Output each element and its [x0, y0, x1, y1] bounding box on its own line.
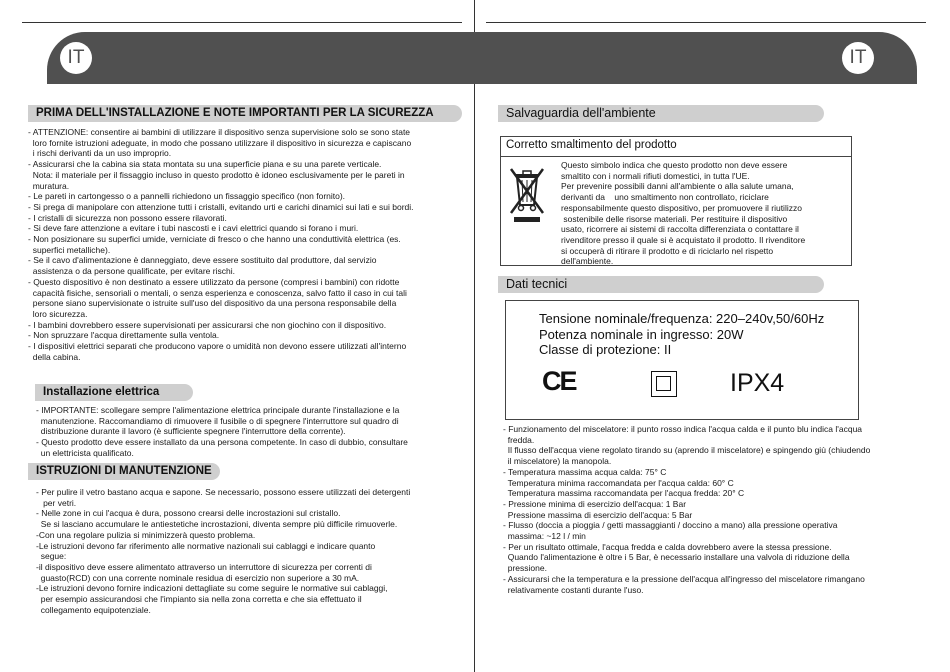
notes-line: Quando l'alimentazione è oltre i 5 Bar, è necessario installare una valvola di riduzione della — [503, 552, 850, 563]
notes-line: massima: ~12 l / min — [503, 531, 586, 542]
electrical-section-title: Installazione elettrica — [35, 384, 193, 401]
disposal-line: sostenibile delle risorse materiali. Per restituire il dispositivo — [561, 213, 788, 224]
maintenance-text — [36, 487, 468, 615]
spec-voltage: Tensione nominale/frequenza: 220–240v,50/60Hz — [539, 311, 825, 326]
safety-line: - I bambini dovrebbero essere supervisionati per assicurarsi che non giochino con il dispositivo. — [28, 319, 387, 330]
electrical-line: - Questo prodotto deve essere installato da una persona competente. In caso di dubbio, consultare — [36, 437, 408, 448]
maintenance-line: segue: — [36, 551, 67, 562]
safety-line: muratura. — [28, 180, 70, 191]
safety-section-title: PRIMA DELL'INSTALLAZIONE E NOTE IMPORTANTI PER LA SICUREZZA — [28, 105, 462, 122]
double-square-icon — [651, 371, 677, 397]
notes-line: - Pressione minima di esercizio dell'acqua: 1 Bar — [503, 498, 687, 509]
disposal-line: dell'ambiente. — [561, 256, 614, 267]
disposal-title: Corretto smaltimento del prodotto — [506, 139, 677, 151]
safety-line: - I dispositivi elettrici separati che producono vapore o umidità non devono essere utilizzati all'interno — [28, 341, 407, 352]
language-badge-left: IT — [60, 42, 92, 74]
safety-line: della cabina. — [28, 351, 81, 362]
disposal-box — [500, 136, 852, 266]
notes-line: - Per un risultato ottimale, l'acqua fredda e calda dovrebbero avere la stessa pressione. — [503, 541, 832, 552]
maintenance-section-title: ISTRUZIONI DI MANUTENZIONE — [28, 463, 220, 480]
ce-mark: CE — [542, 366, 576, 396]
electrical-line: manutenzione. Raccomandiamo di rimuovere il fusibile o di spegnere l'interruttore sul quadro di — [36, 415, 399, 426]
crossed-bin-icon — [507, 165, 547, 225]
ipx-rating: IPX4 — [730, 369, 785, 397]
safety-line: Nota: il materiale per il fissaggio incluso in questo prodotto è idoneo esclusivamente per le pareti in — [28, 169, 405, 180]
safety-line: loro fornite istruzioni adeguate, in modo che possano utilizzare il dispositivo in sicurezza e capiscano — [28, 137, 412, 148]
notes-line: - Funzionamento del miscelatore: il punto rosso indica l'acqua calda e il punto blu indica l'acqua — [503, 424, 863, 434]
notes-line: Il flusso dell'acqua viene regolato tirando su (aprendo il miscelatore) e spingendo giù (chiudendo — [503, 445, 871, 456]
maintenance-line: Se si lasciano accumulare le antiestetiche incrostazioni, diventa sempre più difficile rimuoverle. — [36, 519, 398, 530]
disposal-line: Questo simbolo indica che questo prodotto non deve essere — [561, 160, 788, 170]
maintenance-line: guasto(RCD) con una corrente nominale residua di esercizio non superiore a 30 mA. — [36, 572, 360, 583]
maintenance-line: per esempio assicurandosi che l'impianto sia nella zona corretta e che sia effettuato il — [36, 594, 362, 605]
maintenance-line: per vetri. — [36, 497, 77, 508]
page-fold-line — [474, 0, 475, 672]
notes-line: relativamente costanti durante l'uso. — [503, 584, 644, 595]
safety-line: - Questo dispositivo è non destinato a essere utilizzato da persone (compresi i bambini) con ridotte — [28, 276, 400, 287]
safety-line: loro sicurezza. — [28, 308, 88, 319]
maintenance-line: -Con una regolare pulizia si minimizzerà questo problema. — [36, 529, 256, 540]
disposal-line: si occuperà di ritirare il prodotto e di riciclarlo nel rispetto — [561, 245, 774, 256]
disposal-line: rivenditore presso il quale si è acquistato il prodotto. Il rivenditore — [561, 234, 806, 245]
maintenance-line: - Nelle zone in cui l'acqua è dura, possono crearsi delle incrostazioni sul cristallo. — [36, 508, 341, 519]
safety-line: i rischi derivanti da un uso improprio. — [28, 148, 172, 159]
disposal-line: smaltito con i normali rifiuti domestici, in tutta l'UE. — [561, 170, 750, 181]
maintenance-line: collegamento equipotenziale. — [36, 604, 151, 615]
safety-line: superfici metalliche). — [28, 244, 111, 255]
safety-line: assistenza o da persone qualificate, per evitare rischi. — [28, 266, 235, 277]
notes-line: Pressione massima di esercizio dell'acqua: 5 Bar — [503, 509, 693, 520]
electrical-line: distribuzione durante il lavoro (è sufficiente spegnere l'interruttore della corrente). — [36, 426, 346, 437]
notes-line: - Assicurarsi che la temperatura e la pressione dell'acqua all'ingresso del miscelatore rimangano — [503, 573, 865, 584]
safety-line: - Si prega di manipolare con attenzione tutti i cristalli, evitando urti e carichi dinamici sui lati e sui bordi. — [28, 201, 414, 212]
safety-line: - Assicurarsi che la cabina sia stata montata su una superficie piana e su una parete verticale. — [28, 159, 382, 170]
safety-line: - Si deve fare attenzione a evitare i tubi nascosti e i cavi elettrici quando si forano i muri. — [28, 223, 359, 234]
notes-line: il miscelatore) la manopola. — [503, 456, 612, 467]
disposal-line: responsabilmente questo dispositivo, per promuovere il riutilizzo — [561, 202, 802, 213]
disposal-line: Per prevenire possibili danni all'ambiente o alla salute umana, — [561, 181, 794, 192]
safety-line: - Se il cavo d'alimentazione è danneggiato, deve essere sostituito dal produttore, dal servizio — [28, 255, 377, 266]
environment-section-title: Salvaguardia dell'ambiente — [498, 105, 824, 122]
left-header-rule — [22, 22, 462, 23]
technical-specs — [539, 311, 824, 358]
safety-text — [28, 127, 468, 362]
safety-line: - Le pareti in cartongesso o a pannelli richiedono un fissaggio specifico (non fornito). — [28, 191, 346, 202]
electrical-line: un elettricista qualificato. — [36, 447, 134, 458]
safety-line: - Non posizionare su superfici umide, verniciate di fresco o che hanno una conduttività elettrica (es. — [28, 234, 401, 245]
header-bar — [47, 32, 917, 84]
language-badge-right: IT — [842, 42, 874, 74]
disposal-text — [561, 160, 849, 267]
notes-line: Temperatura minima raccomandata per l'acqua calda: 60° C — [503, 477, 734, 488]
safety-line: capacità fisiche, sensoriali o mentali, o senza esperienza e conoscenza, salvo fatto il caso in cui tali — [28, 287, 407, 298]
safety-line: - ATTENZIONE: consentire ai bambini di utilizzare il dispositivo senza supervisione solo se sono state — [28, 127, 411, 137]
spec-protection-class: Classe di protezione: II — [539, 342, 672, 357]
notes-line: fredda. — [503, 434, 535, 445]
maintenance-line: -il dispositivo deve essere alimentato attraverso un interruttore di sicurezza per correnti di — [36, 561, 372, 572]
notes-line: - Flusso (doccia a pioggia / getti massaggianti / doccino a mano) alla pressione operativa — [503, 520, 838, 531]
disposal-line: derivanti da uno smaltimento non controllato, riciclare — [561, 192, 769, 203]
maintenance-line: - Per pulire il vetro bastano acqua e sapone. Se necessario, possono essere utilizzati dei detergenti — [36, 487, 411, 497]
notes-line: - Temperatura massima acqua calda: 75° C — [503, 466, 667, 477]
safety-line: - I cristalli di sicurezza non possono essere rilavorati. — [28, 212, 227, 223]
notes-text — [503, 424, 943, 595]
maintenance-line: -Le istruzioni devono far riferimento alle normative nazionali sui cablaggi e indicare quanto — [36, 540, 376, 551]
technical-section-title: Dati tecnici — [498, 276, 824, 293]
maintenance-line: -Le istruzioni devono fornire indicazioni dettagliate su come seguire le normative sui cablaggi, — [36, 583, 388, 594]
spec-power: Potenza nominale in ingresso: 20W — [539, 326, 744, 342]
disposal-divider — [501, 156, 851, 157]
disposal-line: usato, ricorrere ai sistemi di raccolta differenziata o contattare il — [561, 224, 799, 235]
right-header-rule — [486, 22, 926, 23]
technical-box — [505, 300, 859, 420]
double-square-inner — [656, 376, 671, 391]
electrical-line: - IMPORTANTE: scollegare sempre l'alimentazione elettrica principale durante l'installazione e la — [36, 405, 400, 415]
notes-line: Temperatura massima raccomandata per l'acqua fredda: 20° C — [503, 488, 745, 499]
electrical-text — [36, 405, 468, 459]
safety-line: persone siano supervisionate o istruite sull'uso del dispositivo da una persona responsabile della — [28, 298, 397, 309]
notes-line: pressione. — [503, 563, 547, 574]
safety-line: - Non spruzzare l'acqua direttamente sulla ventola. — [28, 330, 220, 341]
